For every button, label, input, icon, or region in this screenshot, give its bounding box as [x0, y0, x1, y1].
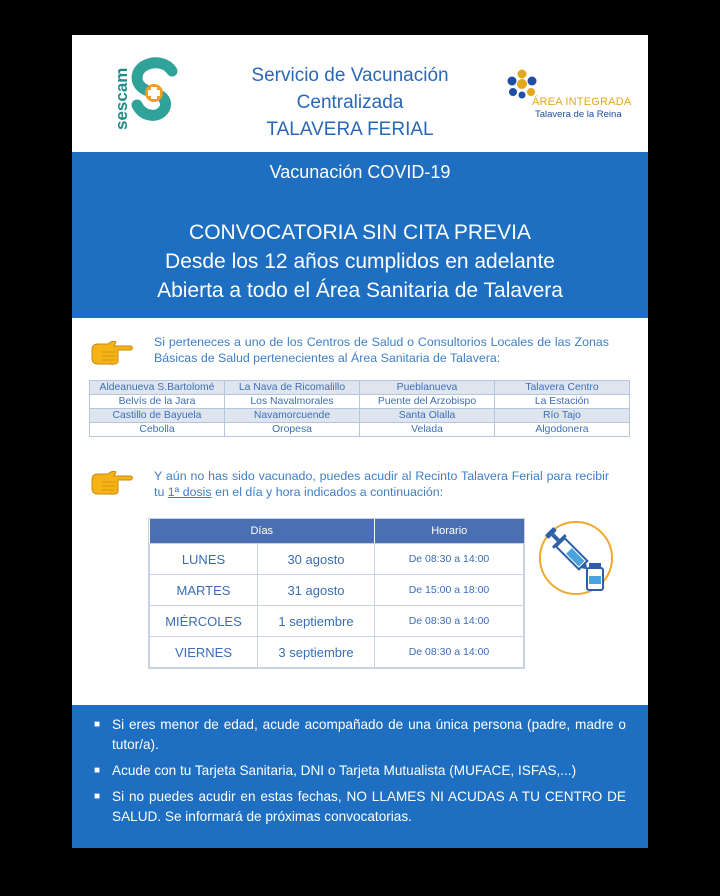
center-cell: Río Tajo — [495, 409, 630, 423]
title-line-1: Servicio de Vacunación — [251, 65, 449, 86]
table-row — [90, 381, 630, 395]
center-cell: Puente del Arzobispo — [360, 395, 495, 409]
center-cell: La Nava de Ricomalillo — [225, 381, 360, 395]
day-cell: MARTES — [150, 575, 258, 606]
date-cell: 30 agosto — [258, 544, 375, 575]
banner-line-3: Abierta a todo el Área Sanitaria de Talavera — [157, 279, 563, 302]
section1-text: Si perteneces a uno de los Centros de Salud o Consultorios Locales de las Zonas Básicas de Salud pertenecientes al Área Sanitaria de Talavera: — [154, 335, 609, 365]
poster — [72, 35, 648, 848]
pointing-hand-icon — [90, 468, 134, 496]
center-cell: Castillo de Bayuela — [90, 409, 225, 423]
sescam-logo — [110, 57, 180, 132]
center-cell: Oropesa — [225, 423, 360, 437]
center-cell: La Estación — [495, 395, 630, 409]
table-row — [90, 409, 630, 423]
list-item — [94, 761, 626, 781]
section2-text-after: en el día y hora indicados a continuación: — [211, 485, 444, 499]
bullet-icon: ■ — [94, 791, 101, 802]
center-cell: Pueblanueva — [360, 381, 495, 395]
date-cell: 31 agosto — [258, 575, 375, 606]
table-row — [150, 606, 524, 637]
list-item — [94, 715, 626, 755]
bullet-icon: ■ — [94, 765, 101, 776]
center-cell: Aldeanueva S.Bartolomé — [90, 381, 225, 395]
banner-subtitle: Vacunación COVID-19 — [269, 162, 451, 182]
area-integrada-logo — [502, 69, 632, 123]
pointing-hand-icon — [90, 338, 134, 366]
list-item — [94, 787, 626, 827]
table-row — [150, 544, 524, 575]
banner-headline — [72, 218, 648, 305]
vaccine-syringe-icon — [537, 516, 615, 598]
banner-line-2: Desde los 12 años cumplidos en adelante — [165, 250, 555, 273]
center-cell: Belvís de la Jara — [90, 395, 225, 409]
bullet-icon: ■ — [94, 719, 101, 730]
date-cell: 3 septiembre — [258, 637, 375, 668]
date-cell: 1 septiembre — [258, 606, 375, 637]
footer-note-2: Acude con tu Tarjeta Sanitaria, DNI o Tarjeta Mutualista (MUFACE, ISFAS,...) — [112, 763, 577, 778]
health-centers-table — [89, 380, 630, 437]
footer-note-3: Si no puedes acudir en estas fechas, NO LLAMES NI ACUDAS A TU CENTRO DE SALUD. Se informará de próximas convocatorias. — [112, 789, 626, 824]
center-cell: Velada — [360, 423, 495, 437]
area-logo-line2: Talavera de la Reina — [535, 109, 622, 120]
day-cell: MIÉRCOLES — [150, 606, 258, 637]
hours-cell: De 08:30 a 14:00 — [375, 606, 524, 637]
center-cell: Algodonera — [495, 423, 630, 437]
center-cell: Navamorcuende — [225, 409, 360, 423]
table-row — [90, 423, 630, 437]
title-line-2: Centralizada — [296, 92, 404, 113]
center-cell: Los Navalmorales — [225, 395, 360, 409]
days-header: Días — [150, 519, 375, 544]
center-cell: Talavera Centro — [495, 381, 630, 395]
hours-cell: De 08:30 a 14:00 — [375, 544, 524, 575]
hours-header: Horario — [375, 519, 524, 544]
day-cell: LUNES — [150, 544, 258, 575]
hours-cell: De 08:30 a 14:00 — [375, 637, 524, 668]
day-cell: VIERNES — [150, 637, 258, 668]
footer-list — [94, 715, 626, 833]
footer-note-1: Si eres menor de edad, acude acompañado de una única persona (padre, madre o tutor/a). — [112, 717, 626, 752]
table-row — [150, 575, 524, 606]
banner-line-1: CONVOCATORIA SIN CITA PREVIA — [189, 221, 531, 244]
area-logo-line1: ÁREA INTEGRADA — [532, 96, 632, 108]
schedule-table — [149, 519, 524, 668]
first-dose-label: 1ª dosis — [167, 485, 212, 499]
hours-cell: De 15:00 a 18:00 — [375, 575, 524, 606]
section2-text-before: Y aún no has sido vacunado, puedes acudir al Recinto Talavera Ferial para recibir tu — [154, 469, 609, 499]
section2-text — [154, 468, 609, 500]
table-row — [150, 637, 524, 668]
center-cell: Santa Olalla — [360, 409, 495, 423]
title-line-3: TALAVERA FERIAL — [266, 119, 434, 140]
sescam-logo-text: sescam — [112, 67, 131, 130]
area-logo-mark — [502, 69, 542, 99]
table-row — [90, 395, 630, 409]
footer-notes — [72, 705, 648, 848]
schedule-header-row — [150, 519, 524, 544]
service-title — [212, 62, 488, 143]
center-cell: Cebolla — [90, 423, 225, 437]
